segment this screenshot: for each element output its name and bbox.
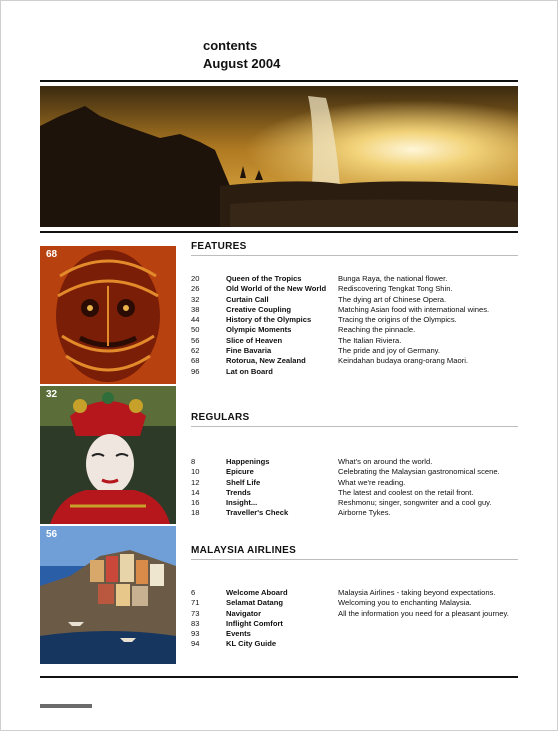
toc-page-number: 10 xyxy=(191,467,200,477)
toc-page-number: 16 xyxy=(191,498,200,508)
toc-entry-description: Malaysia Airlines - taking beyond expectations. xyxy=(338,588,496,597)
hero-divider xyxy=(40,231,518,233)
footer-bar xyxy=(40,704,92,708)
section-regulars xyxy=(191,412,518,519)
bottom-divider xyxy=(40,676,518,678)
toc-entry[interactable] xyxy=(191,467,518,477)
toc-page-number: 96 xyxy=(191,366,200,376)
toc-page-number: 68 xyxy=(191,356,200,366)
toc-page-number: 73 xyxy=(191,608,200,618)
toc-entry[interactable] xyxy=(191,346,518,356)
toc-page-number: 20 xyxy=(191,274,200,283)
issue-date: August 2004 xyxy=(203,56,281,71)
toc-page-number: 83 xyxy=(191,618,200,628)
thumbnail-italian-riviera[interactable] xyxy=(40,526,176,664)
toc-entry-description: Celebrating the Malaysian gastronomical scene. xyxy=(338,467,500,477)
toc-entry-title: KL City Guide xyxy=(226,639,277,649)
toc-entry-description: The dying art of Chinese Opera. xyxy=(338,294,447,304)
section-features xyxy=(191,241,518,377)
toc-entry-title: Queen of the Tropics xyxy=(226,274,302,283)
regulars-list xyxy=(191,457,518,519)
toc-entry-description: Tracing the origins of the Olympics. xyxy=(338,315,457,325)
toc-entry-title: Navigator xyxy=(226,608,262,618)
hero-image xyxy=(40,86,518,227)
toc-entry[interactable] xyxy=(191,588,518,598)
toc-page-number: 71 xyxy=(191,598,200,608)
top-divider xyxy=(40,80,518,82)
toc-entry-description: Keindahan budaya orang-orang Maori. xyxy=(338,356,469,366)
thumbnail-page-number: 32 xyxy=(46,389,58,400)
toc-page-number: 56 xyxy=(191,335,200,345)
section-heading: REGULARS xyxy=(191,412,518,427)
toc-entry-title: Fine Bavaria xyxy=(226,346,272,356)
toc-page-number: 94 xyxy=(191,639,200,649)
toc-entry[interactable] xyxy=(191,315,518,325)
toc-entry-title: Insight... xyxy=(226,498,258,508)
toc-entry-description: The latest and coolest on the retail front. xyxy=(338,487,474,497)
thumbnail-page-number: 56 xyxy=(46,529,58,540)
toc-page-number: 8 xyxy=(191,457,196,466)
toc-entry[interactable] xyxy=(191,325,518,335)
toc-entry-title: Rotorua, New Zealand xyxy=(226,356,306,366)
toc-page-number: 32 xyxy=(191,294,200,304)
toc-page-number: 50 xyxy=(191,325,200,335)
page-title: contents xyxy=(203,38,258,53)
toc-entry-title: Creative Coupling xyxy=(226,304,291,314)
toc-entry-description xyxy=(338,629,518,639)
toc-entry[interactable] xyxy=(191,619,518,629)
toc-entry[interactable] xyxy=(191,488,518,498)
toc-entry[interactable] xyxy=(191,367,518,377)
toc-entry[interactable] xyxy=(191,295,518,305)
toc-page-number: 62 xyxy=(191,346,200,356)
toc-entry[interactable] xyxy=(191,639,518,649)
toc-entry-description: The pride and joy of Germany. xyxy=(338,346,441,356)
toc-entry-title: History of the Olympics xyxy=(226,315,312,325)
toc-entry-title: Traveller's Check xyxy=(226,508,289,518)
section-heading: FEATURES xyxy=(191,241,518,256)
toc-entry-title: Welcome Aboard xyxy=(226,588,288,597)
toc-entry-title: Events xyxy=(226,629,251,639)
toc-page-number: 12 xyxy=(191,477,200,487)
toc-entry-title: Lat on Board xyxy=(226,366,273,376)
toc-entry[interactable] xyxy=(191,629,518,639)
toc-page-number: 44 xyxy=(191,315,200,325)
toc-entry[interactable] xyxy=(191,609,518,619)
toc-entry-description: All the information you need for a pleasant journey. xyxy=(338,608,509,618)
toc-entry-description: Rediscovering Tengkat Tong Shin. xyxy=(338,284,453,294)
toc-entry-description xyxy=(338,619,518,629)
toc-entry-title: Inflight Comfort xyxy=(226,618,283,628)
toc-entry-title: Shelf Life xyxy=(226,477,261,487)
thumbnail-page-number: 68 xyxy=(46,249,58,260)
toc-entry-description: Airborne Tykes. xyxy=(338,508,391,518)
toc-entry[interactable] xyxy=(191,336,518,346)
toc-entry[interactable] xyxy=(191,284,518,294)
toc-entry-title: Epicure xyxy=(226,467,254,477)
thumbnail-chinese-opera[interactable] xyxy=(40,386,176,524)
toc-page-number: 26 xyxy=(191,284,200,294)
toc-entry-description xyxy=(338,639,518,649)
toc-entry-title: Old World of the New World xyxy=(226,284,327,294)
toc-entry-description: Welcoming you to enchanting Malaysia. xyxy=(338,598,472,608)
toc-entry[interactable] xyxy=(191,274,518,284)
toc-page-number: 38 xyxy=(191,304,200,314)
toc-entry-title: Trends xyxy=(226,487,251,497)
toc-entry-title: Selamat Datang xyxy=(226,598,283,608)
toc-entry[interactable] xyxy=(191,305,518,315)
toc-entry-title: Happenings xyxy=(226,457,270,466)
toc-page-number: 6 xyxy=(191,588,196,597)
toc-entry[interactable] xyxy=(191,457,518,467)
toc-entry-description xyxy=(338,367,518,377)
section-malaysia-airlines xyxy=(191,545,518,650)
toc-entry-description: What we're reading. xyxy=(338,477,406,487)
toc-entry-title: Curtain Call xyxy=(226,294,269,304)
toc-entry-description: Matching Asian food with international wines. xyxy=(338,304,490,314)
airlines-list xyxy=(191,588,518,650)
section-heading: MALAYSIA AIRLINES xyxy=(191,545,518,560)
toc-entry-description: What's on around the world. xyxy=(338,457,433,466)
toc-entry[interactable] xyxy=(191,508,518,518)
toc-entry[interactable] xyxy=(191,478,518,488)
toc-entry-title: Olympic Moments xyxy=(226,325,292,335)
toc-page-number: 18 xyxy=(191,508,200,518)
toc-entry-description: Reaching the pinnacle. xyxy=(338,325,416,335)
toc-page-number: 93 xyxy=(191,629,200,639)
toc-entry-title: Slice of Heaven xyxy=(226,335,283,345)
toc-entry[interactable] xyxy=(191,498,518,508)
thumbnail-maori-carving[interactable] xyxy=(40,246,176,384)
toc-entry[interactable] xyxy=(191,356,518,366)
toc-entry-description: Bunga Raya, the national flower. xyxy=(338,274,448,283)
toc-entry-description: The Italian Riviera. xyxy=(338,335,402,345)
toc-entry-description: Reshmonu; singer, songwriter and a cool guy. xyxy=(338,498,492,508)
toc-page-number: 14 xyxy=(191,487,200,497)
toc-entry[interactable] xyxy=(191,598,518,608)
features-list xyxy=(191,274,518,377)
